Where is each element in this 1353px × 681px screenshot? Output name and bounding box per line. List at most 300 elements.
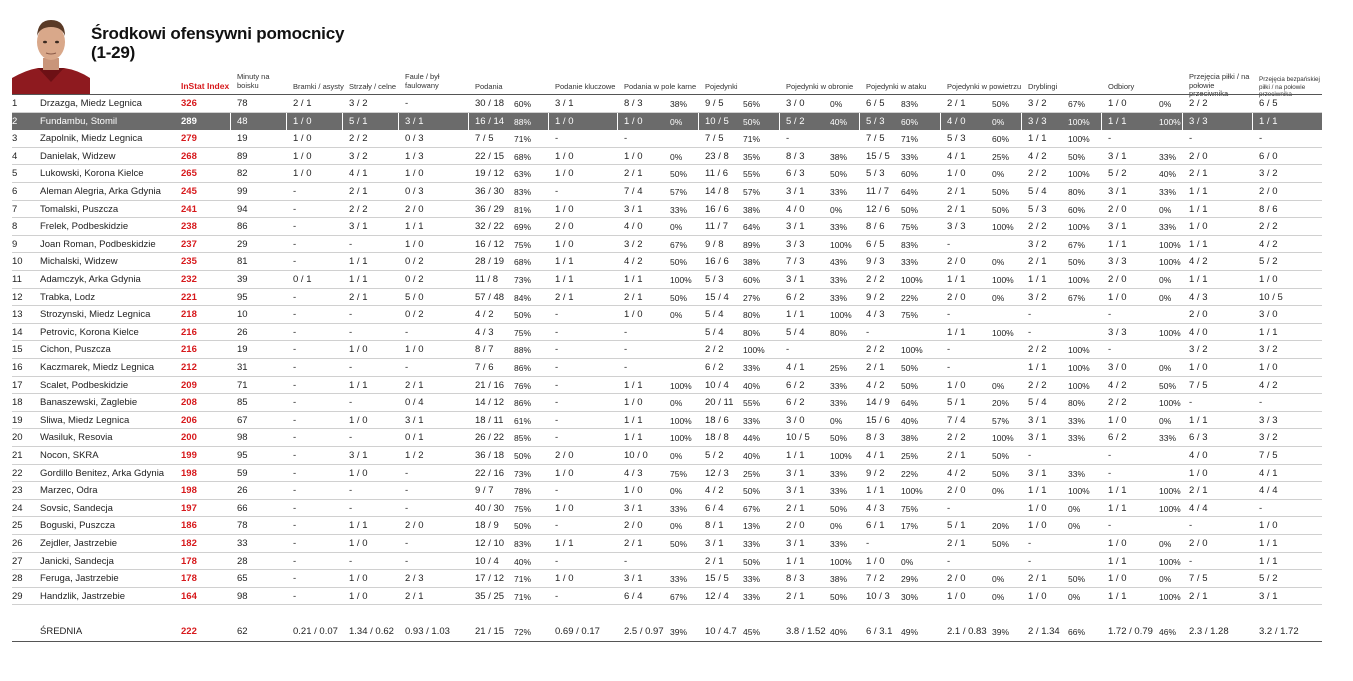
cell-kp: -: [555, 326, 559, 338]
cell-sh: 2 / 2: [349, 203, 368, 215]
cell-in: 3 / 3: [1189, 115, 1208, 127]
cell-ai-p: 100%: [992, 275, 1014, 285]
cell-name: Michalski, Widzew: [40, 256, 118, 268]
cell-tk: 5 / 2: [1108, 168, 1127, 180]
header-duels: Pojedynki: [705, 82, 738, 91]
cell-sh: 3 / 1: [349, 221, 368, 233]
cell-kp: -: [555, 344, 559, 356]
cell-at-p: 38%: [901, 433, 919, 444]
cell-fo: -: [405, 362, 409, 373]
cell-ga: -: [293, 485, 297, 497]
cell-tk-p: 50%: [1159, 380, 1177, 391]
cell-idx: 206: [181, 414, 197, 426]
cell-at-p: 50%: [901, 380, 919, 391]
cell-sh: 2 / 1: [349, 186, 368, 197]
cell-name: Adamczyk, Arka Gdynia: [40, 274, 141, 285]
cell-pa: 22 / 15: [475, 150, 505, 162]
cell-dr-p: 100%: [1068, 345, 1090, 356]
cell-tk: 1 / 1: [1108, 502, 1127, 514]
cell-df: 2 / 1: [786, 590, 805, 602]
cell-fr: 4 / 1: [1259, 467, 1278, 479]
cell-min: 95: [237, 450, 248, 461]
cell-kp: -: [555, 414, 559, 426]
cell-fo: 0 / 2: [405, 274, 424, 285]
cell-du-p: 33%: [743, 415, 761, 426]
cell-at: 1 / 0: [866, 555, 885, 567]
cell-bx-p: 50%: [670, 257, 688, 268]
cell-min: 98: [237, 590, 248, 602]
cell-sh: -: [349, 485, 353, 497]
cell-bx: 8 / 3: [624, 98, 643, 109]
cell-dr-p: 50%: [1068, 151, 1086, 162]
cell-du: 5 / 4: [705, 309, 724, 321]
cell-dr: 3 / 2: [1028, 291, 1047, 303]
cell-du-p: 80%: [743, 310, 761, 321]
cell-n: 16: [12, 362, 23, 373]
cell-tk-p: 0%: [1159, 574, 1172, 585]
cell-ai: -: [947, 362, 951, 373]
cell-pa: 30 / 18: [475, 98, 505, 109]
cell-df: 3 / 3: [786, 238, 805, 250]
cell-fr: 4 / 2: [1259, 379, 1278, 391]
cell-ai: -: [947, 238, 951, 250]
cell-pa: 4 / 2: [475, 309, 494, 321]
cell-ga: -: [293, 238, 297, 250]
cell-kp: 1 / 1: [555, 538, 574, 549]
cell-dr: -: [1028, 309, 1032, 321]
table-row: [12, 253, 1322, 271]
cell-fr: 3 / 2: [1259, 432, 1278, 444]
cell-ai-p: 50%: [992, 187, 1010, 197]
cell-min: 71: [237, 379, 248, 391]
column-divider: [940, 113, 941, 131]
cell-fo: 2 / 3: [405, 573, 424, 585]
table-row: [12, 183, 1322, 201]
cell-min: 98: [237, 432, 248, 444]
header-fouls: Faule / był faulowany: [405, 72, 440, 90]
cell-pa-p: 68%: [514, 151, 532, 162]
cell-at-p: 75%: [901, 310, 919, 321]
cell-du: 23 / 8: [705, 150, 729, 162]
cell-min: 28: [237, 555, 248, 567]
cell-pa-p: 72%: [514, 627, 532, 637]
table-row: [12, 570, 1322, 588]
cell-at-p: 83%: [901, 239, 919, 250]
cell-du-p: 44%: [743, 433, 761, 444]
cell-dr-p: 0%: [1068, 591, 1081, 602]
cell-du-p: 38%: [743, 204, 761, 215]
cell-pa: 26 / 22: [475, 432, 505, 444]
cell-dr-p: 100%: [1068, 275, 1090, 285]
cell-n: 14: [12, 326, 23, 338]
cell-df: 6 / 2: [786, 379, 805, 391]
cell-at-p: 75%: [901, 503, 919, 514]
cell-pa: 12 / 10: [475, 538, 505, 549]
cell-at: 6 / 5: [866, 238, 885, 250]
cell-idx: 197: [181, 502, 197, 514]
cell-sh: 1 / 1: [349, 256, 368, 268]
cell-sh: 3 / 1: [349, 450, 368, 461]
cell-pa-p: 81%: [514, 204, 532, 215]
cell-bx: 2 / 1: [624, 291, 643, 303]
cell-n: 21: [12, 450, 23, 461]
cell-df: 1 / 1: [786, 555, 805, 567]
cell-ai-p: 20%: [992, 521, 1010, 532]
cell-in: 4 / 0: [1189, 450, 1208, 461]
cell-df-p: 100%: [830, 556, 852, 567]
cell-min: 78: [237, 98, 248, 109]
cell-kp: 1 / 0: [555, 115, 574, 127]
cell-dr-p: 0%: [1068, 521, 1081, 532]
cell-tk: -: [1108, 520, 1112, 532]
cell-in: 2 / 0: [1189, 150, 1208, 162]
cell-bx-p: 33%: [670, 204, 688, 215]
table-row: [12, 553, 1322, 571]
cell-df-p: 0%: [830, 415, 843, 426]
page-title: [91, 24, 344, 62]
cell-du: 16 / 6: [705, 256, 729, 268]
cell-dr-p: 100%: [1068, 116, 1090, 127]
cell-sh: -: [349, 309, 353, 321]
cell-pa-p: 75%: [514, 239, 532, 250]
cell-bx: 1 / 0: [624, 485, 643, 497]
cell-tk: 3 / 3: [1108, 326, 1127, 338]
cell-in: 1 / 1: [1189, 238, 1208, 250]
table-row: [12, 482, 1322, 500]
cell-dr-p: 80%: [1068, 398, 1086, 409]
cell-name: Wasiluk, Resovia: [40, 432, 113, 444]
cell-bx: 7 / 4: [624, 186, 643, 197]
cell-pa: 32 / 22: [475, 221, 505, 233]
cell-du-p: 33%: [743, 574, 761, 585]
cell-tk: 1 / 1: [1108, 555, 1127, 567]
cell-dr: 3 / 1: [1028, 467, 1047, 479]
cell-idx: 200: [181, 432, 197, 444]
cell-du: 9 / 8: [705, 238, 724, 250]
cell-dr: 5 / 4: [1028, 397, 1047, 409]
cell-at: 9 / 2: [866, 467, 885, 479]
cell-idx: 221: [181, 291, 197, 303]
column-divider: [468, 113, 469, 131]
cell-bx-p: 0%: [670, 398, 683, 409]
cell-dr: -: [1028, 450, 1032, 461]
cell-fr: 3 / 2: [1259, 344, 1278, 356]
cell-n: 15: [12, 344, 23, 356]
cell-min: 99: [237, 186, 248, 197]
cell-at: 9 / 2: [866, 291, 885, 303]
cell-pa-p: 50%: [514, 451, 532, 461]
cell-n: 6: [12, 186, 18, 197]
cell-df: 1 / 1: [786, 309, 805, 321]
cell-dr: 2 / 2: [1028, 221, 1047, 233]
cell-df: 3 / 1: [786, 467, 805, 479]
cell-bx-p: 0%: [670, 310, 683, 321]
cell-dr: 2 / 1: [1028, 256, 1047, 268]
cell-ga: -: [293, 309, 297, 321]
cell-dr-p: 100%: [1068, 486, 1090, 497]
cell-fr: -: [1259, 133, 1263, 145]
cell-kp: 1 / 0: [555, 150, 574, 162]
cell-tk: 1 / 1: [1108, 115, 1127, 127]
cell-in: 4 / 3: [1189, 291, 1208, 303]
cell-tk: 1 / 1: [1108, 590, 1127, 602]
cell-at: 14 / 9: [866, 397, 890, 409]
cell-name: Banaszewski, Zaglebie: [40, 397, 138, 409]
cell-fr: 6 / 5: [1259, 98, 1278, 109]
cell-du-p: 33%: [743, 539, 761, 549]
cell-tk: -: [1108, 450, 1112, 461]
cell-ai: 2 / 0: [947, 256, 966, 268]
cell-du: 4 / 2: [705, 485, 724, 497]
table-row: [12, 465, 1322, 483]
cell-ai-p: 100%: [992, 327, 1014, 338]
cell-ai: 2 / 1: [947, 450, 966, 461]
cell-pa: 8 / 7: [475, 344, 494, 356]
cell-idx: 289: [181, 115, 197, 127]
cell-name: Zejdler, Jastrzebie: [40, 538, 118, 549]
cell-ga: -: [293, 432, 297, 444]
cell-dr: 2 / 2: [1028, 379, 1047, 391]
cell-kp: -: [555, 133, 559, 145]
cell-ai-p: 50%: [992, 539, 1010, 549]
table-row: [12, 201, 1322, 219]
cell-ga: -: [293, 326, 297, 338]
cell-idx: 245: [181, 186, 197, 197]
cell-bx: -: [624, 326, 628, 338]
cell-name: Scalet, Podbeskidzie: [40, 379, 129, 391]
cell-n: 22: [12, 467, 23, 479]
cell-at: 4 / 3: [866, 502, 885, 514]
cell-name: Aleman Alegria, Arka Gdynia: [40, 186, 161, 197]
cell-kp: 1 / 1: [555, 274, 574, 285]
cell-du-p: 13%: [743, 521, 761, 532]
cell-tk: 1 / 1: [1108, 485, 1127, 497]
table-row: [12, 113, 1322, 131]
cell-name: Sovsic, Sandecja: [40, 502, 113, 514]
cell-ai: 2 / 1: [947, 538, 966, 549]
cell-at-p: 64%: [901, 398, 919, 409]
cell-du: 10 / 4: [705, 379, 729, 391]
cell-sh: 1 / 0: [349, 467, 368, 479]
cell-ai-p: 50%: [992, 99, 1010, 109]
cell-ai: 4 / 0: [947, 115, 966, 127]
cell-dr: 3 / 1: [1028, 432, 1047, 444]
cell-dr-p: 66%: [1068, 627, 1086, 637]
cell-fr: 7 / 5: [1259, 450, 1278, 461]
cell-n: 26: [12, 538, 23, 549]
cell-du: 10 / 4.7: [705, 626, 737, 637]
table-header: [0, 72, 1353, 94]
cell-sh: 1 / 0: [349, 344, 368, 356]
cell-fr: 1 / 0: [1259, 362, 1278, 373]
cell-kp: 2 / 0: [555, 221, 574, 233]
cell-df: 6 / 2: [786, 397, 805, 409]
cell-du-p: 100%: [743, 345, 765, 356]
cell-dr: 1 / 1: [1028, 133, 1047, 145]
header-box-passes: Podania w pole karne: [624, 82, 697, 91]
cell-ai-p: 50%: [992, 204, 1010, 215]
cell-name: Lukowski, Korona Kielce: [40, 168, 144, 180]
cell-pa: 7 / 6: [475, 362, 494, 373]
cell-fo: 5 / 0: [405, 291, 424, 303]
column-divider: [1182, 113, 1183, 131]
cell-ga: -: [293, 256, 297, 268]
cell-bx: 10 / 0: [624, 450, 648, 461]
cell-pa: 36 / 30: [475, 186, 505, 197]
header-free-balls: Przejęcia bezpańskiej piłki / na połowie: [1259, 76, 1320, 91]
cell-n: 8: [12, 221, 18, 233]
cell-in: -: [1189, 397, 1193, 409]
cell-kp: 1 / 0: [555, 238, 574, 250]
cell-at-p: 100%: [901, 275, 923, 285]
cell-fo: 1 / 0: [405, 344, 424, 356]
cell-dr: 1 / 1: [1028, 274, 1047, 285]
cell-at: 4 / 2: [866, 379, 885, 391]
cell-n: 1: [12, 98, 18, 109]
cell-bx-p: 75%: [670, 468, 688, 479]
cell-idx: 164: [181, 590, 197, 602]
cell-ga: -: [293, 538, 297, 549]
cell-tk: 3 / 0: [1108, 362, 1127, 373]
cell-pa: 21 / 15: [475, 626, 505, 637]
cell-idx: 238: [181, 221, 197, 233]
cell-sh: -: [349, 432, 353, 444]
column-divider: [779, 113, 780, 131]
cell-pa-p: 68%: [514, 257, 532, 268]
cell-at: 2 / 1: [866, 362, 885, 373]
cell-idx: 268: [181, 150, 197, 162]
cell-at: 15 / 6: [866, 414, 890, 426]
cell-tk-p: 100%: [1159, 239, 1181, 250]
table-row: [12, 289, 1322, 307]
cell-du: 9 / 5: [705, 98, 724, 109]
cell-n: 10: [12, 256, 23, 268]
cell-pa-p: 85%: [514, 433, 532, 444]
cell-name: Fundambu, Stomil: [40, 115, 118, 127]
cell-du: 12 / 4: [705, 590, 729, 602]
header-key-passes: Podanie kluczowe: [555, 82, 616, 91]
cell-ai: 1 / 1: [947, 274, 966, 285]
table-row: [12, 341, 1322, 359]
cell-fo: 2 / 1: [405, 379, 424, 391]
cell-df: 3 / 1: [786, 186, 805, 197]
cell-pa: 21 / 16: [475, 379, 505, 391]
table-row: [12, 95, 1322, 113]
cell-idx: 218: [181, 309, 197, 321]
cell-dr: 1 / 1: [1028, 362, 1047, 373]
cell-sh: -: [349, 397, 353, 409]
cell-bx: 3 / 2: [624, 238, 643, 250]
cell-ai: 2 / 1: [947, 203, 966, 215]
cell-at-p: 100%: [901, 345, 923, 356]
cell-df: -: [786, 344, 790, 356]
cell-at-p: 100%: [901, 486, 923, 497]
cell-dr: 3 / 3: [1028, 115, 1047, 127]
cell-ga: -: [293, 590, 297, 602]
cell-tk: -: [1108, 344, 1112, 356]
cell-fo: 1 / 2: [405, 450, 424, 461]
cell-du: 18 / 8: [705, 432, 729, 444]
cell-sh: 5 / 1: [349, 115, 368, 127]
table-row: [12, 324, 1322, 342]
cell-ai: 7 / 4: [947, 414, 966, 426]
cell-df-p: 33%: [830, 292, 848, 303]
cell-idx: 326: [181, 98, 197, 109]
cell-tk: 1 / 0: [1108, 98, 1127, 109]
cell-pa-p: 88%: [514, 116, 532, 127]
cell-tk-p: 100%: [1159, 486, 1181, 497]
cell-dr: 1 / 0: [1028, 520, 1047, 532]
cell-sh: 1 / 0: [349, 414, 368, 426]
cell-bx: -: [624, 362, 628, 373]
cell-tk-p: 100%: [1159, 503, 1181, 514]
cell-ga: 1 / 0: [293, 168, 312, 180]
cell-ga: 0 / 1: [293, 274, 312, 285]
cell-du: 20 / 11: [705, 397, 734, 409]
cell-tk: -: [1108, 309, 1112, 321]
cell-ga: -: [293, 573, 297, 585]
cell-pa-p: 60%: [514, 99, 532, 109]
cell-pa: 11 / 8: [475, 274, 499, 285]
cell-sh: 1 / 1: [349, 520, 368, 532]
cell-pa-p: 75%: [514, 327, 532, 338]
cell-tk: 1 / 0: [1108, 573, 1127, 585]
cell-pa-p: 69%: [514, 222, 532, 233]
cell-df-p: 50%: [830, 433, 848, 444]
cell-tk-p: 46%: [1159, 627, 1177, 637]
cell-du: 2 / 1: [705, 555, 724, 567]
cell-pa: 36 / 18: [475, 450, 505, 461]
table-row: [12, 517, 1322, 535]
cell-min: 62: [237, 626, 248, 637]
cell-df: 6 / 3: [786, 168, 805, 180]
cell-in: 2 / 0: [1189, 538, 1208, 549]
cell-pa: 10 / 4: [475, 555, 499, 567]
cell-fo: 0 / 4: [405, 397, 424, 409]
header-tackles: Odbiory: [1108, 82, 1135, 91]
cell-df-p: 0%: [830, 99, 843, 109]
cell-sh: 1.34 / 0.62: [349, 626, 394, 637]
cell-fo: -: [405, 502, 409, 514]
cell-bx-p: 0%: [670, 116, 683, 127]
cell-ai-p: 60%: [992, 134, 1010, 145]
cell-fo: -: [405, 98, 409, 109]
cell-name: ŚREDNIA: [40, 626, 83, 637]
cell-pa-p: 40%: [514, 556, 532, 567]
header-interceptions: Przejęcia piłki / na połowie: [1189, 72, 1250, 90]
cell-bx: 1 / 0: [624, 397, 643, 409]
cell-at: 15 / 5: [866, 150, 890, 162]
cell-n: 7: [12, 203, 18, 215]
cell-pa: 17 / 12: [475, 573, 505, 585]
header-minutes: Minuty na boisku: [237, 72, 270, 90]
cell-du: 5 / 4: [705, 326, 724, 338]
cell-tk: 6 / 2: [1108, 432, 1127, 444]
cell-ai-p: 0%: [992, 292, 1005, 303]
cell-pa: 36 / 29: [475, 203, 505, 215]
cell-idx: 235: [181, 256, 197, 268]
cell-tk-p: 0%: [1159, 99, 1172, 109]
cell-at: 8 / 6: [866, 221, 885, 233]
cell-in: 4 / 2: [1189, 256, 1208, 268]
cell-kp: -: [555, 432, 559, 444]
cell-ai-p: 0%: [992, 169, 1005, 180]
cell-min: 33: [237, 538, 248, 549]
cell-dr: 2 / 2: [1028, 168, 1047, 180]
cell-at-p: 33%: [901, 151, 919, 162]
cell-tk-p: 0%: [1159, 292, 1172, 303]
cell-in: 1 / 0: [1189, 362, 1208, 373]
